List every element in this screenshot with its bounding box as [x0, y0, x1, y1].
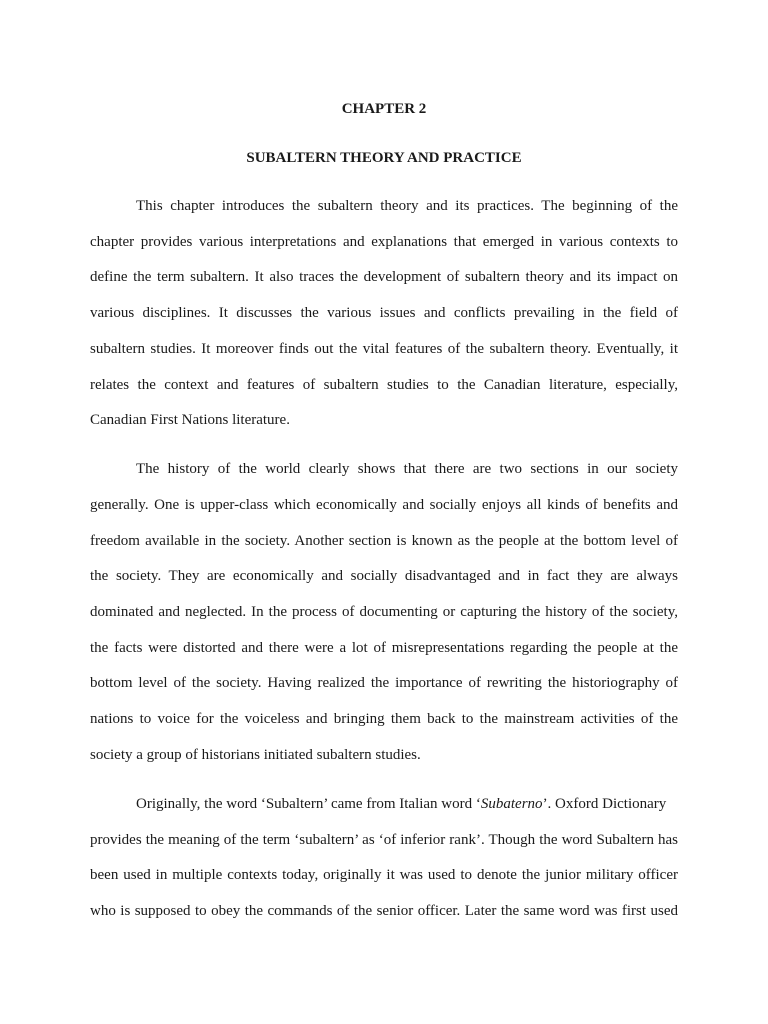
italic-term: Subaterno — [480, 796, 543, 812]
paragraph-line: provides the meaning of the term ‘subaltern’ as ‘of inferior rank’. Though the word Subaltern has — [90, 832, 678, 848]
paragraph-line: dominated and neglected. In the process of documenting or capturing the history of the society, — [90, 604, 678, 620]
paragraph-line: been used in multiple contexts today, originally it was used to denote the junior military officer — [90, 867, 678, 883]
paragraph-line: relates the context and features of subaltern studies to the Canadian literature, especially, — [90, 377, 678, 393]
paragraph-line: bottom level of the society. Having realized the importance of rewriting the historiography of — [90, 675, 678, 691]
paragraph-line: define the term subaltern. It also traces the development of subaltern theory and its impact on — [90, 269, 678, 285]
text-run: Originally, the word ‘Subaltern’ came from Italian word ‘ — [136, 796, 481, 812]
paragraph-line: subaltern studies. It moreover finds out the vital features of the subaltern theory. Eventually, it — [90, 341, 678, 357]
paragraph-line: society a group of historians initiated subaltern studies. — [90, 747, 421, 763]
chapter-number: CHAPTER 2 — [341, 101, 427, 117]
paragraph-line: chapter provides various interpretations and explanations that emerged in various contexts to — [90, 234, 678, 250]
paragraph-line: This chapter introduces the subaltern theory and its practices. The beginning of the — [136, 198, 678, 214]
paragraph-line: generally. One is upper-class which economically and socially enjoys all kinds of benefits and — [90, 497, 678, 513]
paragraph-line — [136, 795, 666, 813]
chapter-title: SUBALTERN THEORY AND PRACTICE — [246, 150, 522, 166]
paragraph-line: nations to voice for the voiceless and bringing them back to the mainstream activities of the — [90, 711, 678, 727]
paragraph-line: the facts were distorted and there were a lot of misrepresentations regarding the people at the — [90, 640, 678, 656]
paragraph-line: The history of the world clearly shows that there are two sections in our society — [136, 461, 678, 477]
paragraph-line: the society. They are economically and socially disadvantaged and in fact they are always — [90, 568, 678, 584]
paragraph-line: various disciplines. It discusses the various issues and conflicts prevailing in the field of — [90, 305, 678, 321]
paragraph-line: Canadian First Nations literature. — [90, 412, 290, 428]
paragraph-line: who is supposed to obey the commands of the senior officer. Later the same word was first used — [90, 903, 678, 919]
paragraph-line: freedom available in the society. Another section is known as the people at the bottom level of — [90, 533, 678, 549]
text-run: ’. Oxford Dictionary — [542, 796, 667, 812]
